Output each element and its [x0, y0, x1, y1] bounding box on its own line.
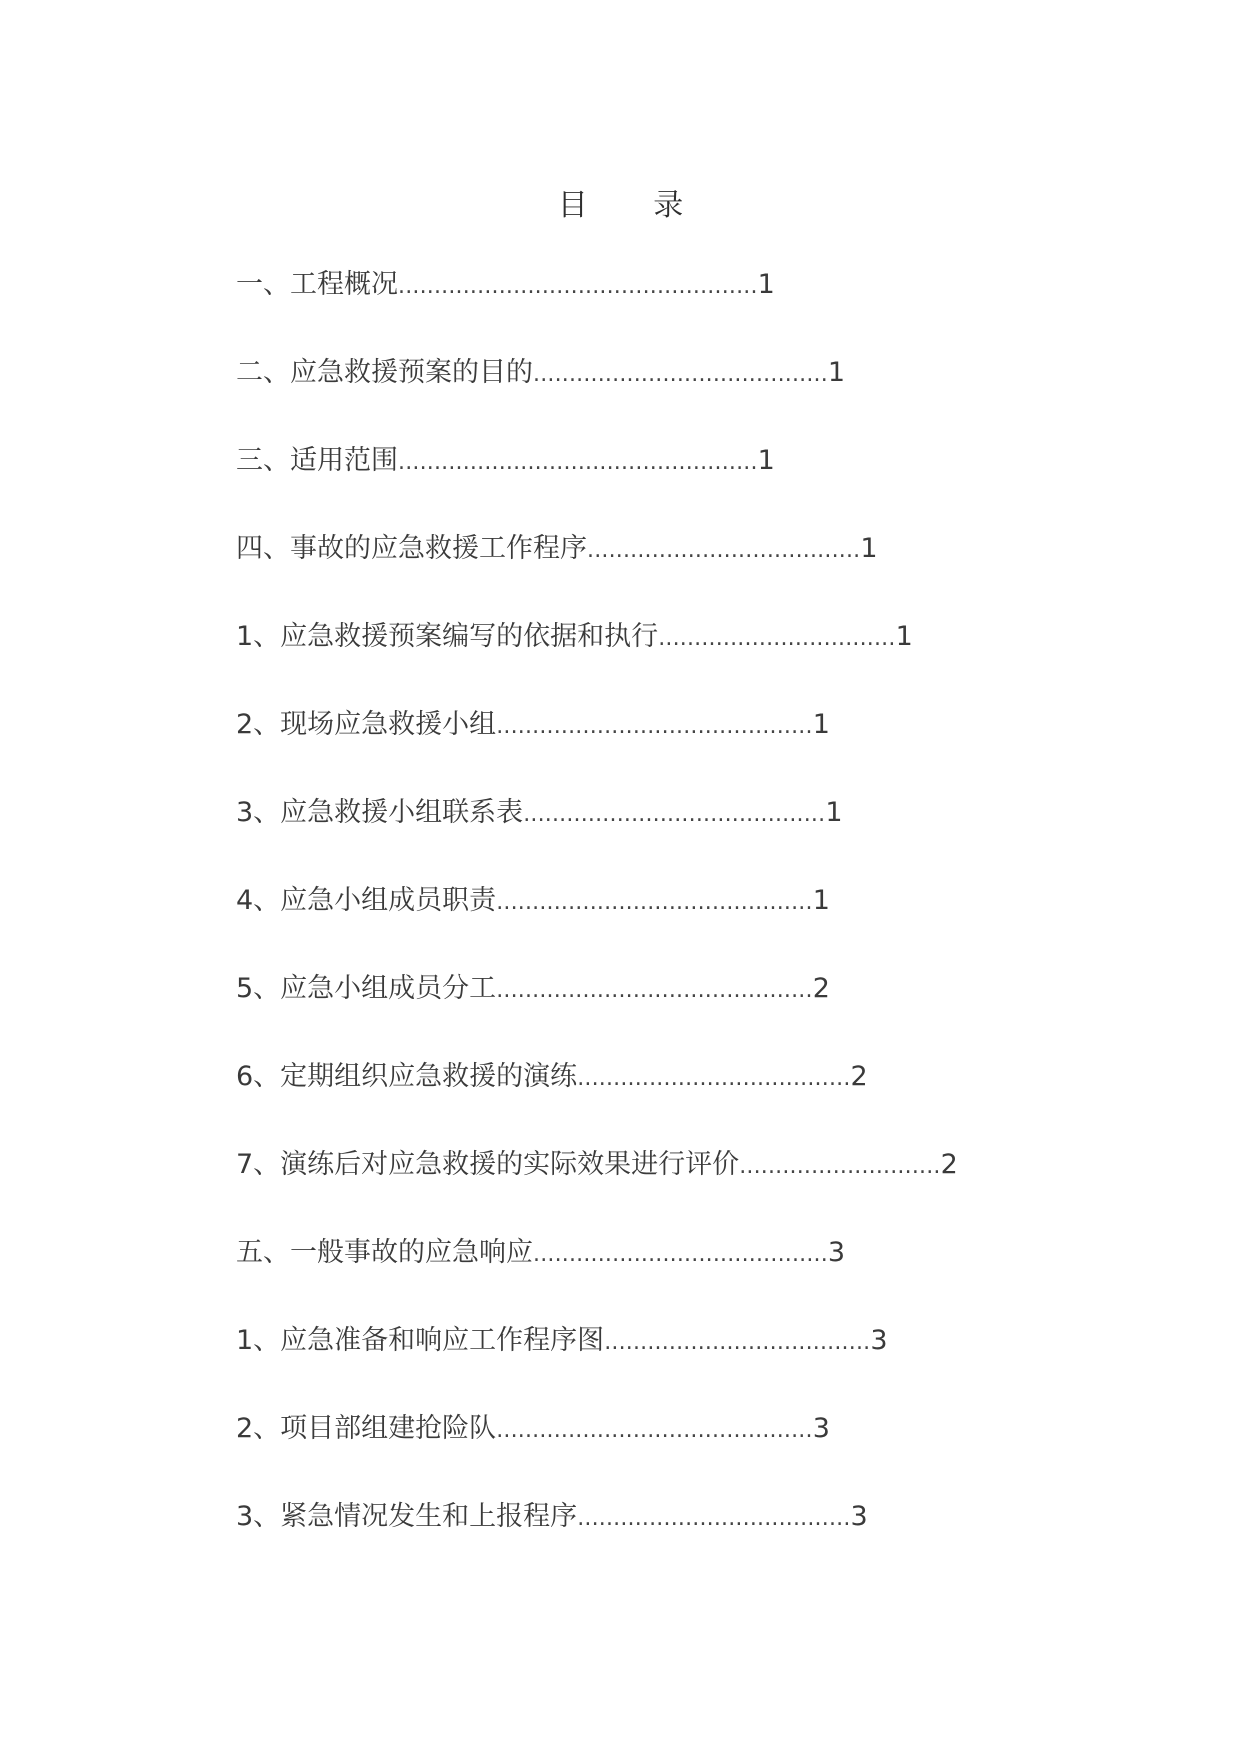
toc-entry-page: 3	[870, 1325, 888, 1356]
toc-entry[interactable]	[236, 353, 1136, 441]
toc-entry[interactable]	[236, 265, 1136, 353]
toc-entry-label: 3、紧急情况发生和上报程序	[236, 1501, 578, 1532]
toc-entry-leader: ..........................................	[523, 802, 826, 827]
toc-entry-page: 2	[940, 1149, 958, 1180]
toc-entry-label: 四、事故的应急救援工作程序	[236, 533, 587, 564]
toc-entry-leader: ......................................	[577, 1066, 851, 1091]
toc-entry-label: 4、应急小组成员职责	[236, 885, 497, 916]
toc-entry[interactable]	[236, 881, 1136, 969]
toc-entry-leader: ............................	[739, 1154, 941, 1179]
toc-entry-page: 3	[850, 1501, 868, 1532]
toc-entry-label: 二、应急救援预案的目的	[236, 357, 533, 388]
toc-entry-page: 2	[812, 973, 830, 1004]
toc-entry-leader: ............................................	[496, 978, 813, 1003]
toc-entry-page: 1	[812, 709, 830, 740]
toc-entry[interactable]	[236, 529, 1136, 617]
toc-entry[interactable]	[236, 1233, 1136, 1321]
toc-entry-page: 1	[895, 621, 913, 652]
toc-entry[interactable]	[236, 705, 1136, 793]
toc-entry-leader: ..................................................	[398, 274, 758, 299]
toc-entry-leader: .........................................	[533, 1242, 828, 1267]
toc-entry-leader: ............................................	[496, 1418, 813, 1443]
toc-entry-page: 2	[850, 1061, 868, 1092]
toc-entry-label: 5、应急小组成员分工	[236, 973, 497, 1004]
toc-entry-label: 2、项目部组建抢险队	[236, 1413, 497, 1444]
toc-entry-page: 1	[812, 885, 830, 916]
toc-entry-page: 1	[825, 797, 843, 828]
toc-entry-label: 1、应急准备和响应工作程序图	[236, 1325, 605, 1356]
toc-entry-leader: ............................................	[496, 714, 813, 739]
toc-entry-page: 1	[757, 269, 775, 300]
toc-entry-label: 6、定期组织应急救援的演练	[236, 1061, 578, 1092]
toc-entry[interactable]	[236, 1409, 1136, 1497]
toc-entry-label: 2、现场应急救援小组	[236, 709, 497, 740]
toc-entry[interactable]	[236, 617, 1136, 705]
toc-entry-page: 1	[757, 445, 775, 476]
toc-entry[interactable]	[236, 441, 1136, 529]
toc-entry-label: 1、应急救援预案编写的依据和执行	[236, 621, 659, 652]
toc-entry[interactable]	[236, 1497, 1136, 1585]
table-of-contents	[236, 265, 1136, 1585]
toc-entry-page: 1	[860, 533, 878, 564]
toc-entry-page: 1	[827, 357, 846, 388]
toc-entry-leader: .....................................	[604, 1330, 871, 1355]
toc-entry-leader: ..................................................	[398, 450, 758, 475]
toc-entry-label: 7、演练后对应急救援的实际效果进行评价	[236, 1149, 740, 1180]
toc-entry[interactable]	[236, 1321, 1136, 1409]
page-title: 目 录	[557, 188, 712, 223]
toc-entry-leader: ............................................	[496, 890, 813, 915]
toc-entry-leader: .........................................	[533, 362, 828, 387]
toc-entry-leader: .................................	[658, 626, 896, 651]
toc-entry[interactable]	[236, 1145, 1136, 1233]
toc-entry-leader: ......................................	[577, 1506, 851, 1531]
toc-entry-page: 3	[827, 1237, 846, 1268]
toc-entry-label: 五、一般事故的应急响应	[236, 1237, 533, 1268]
toc-entry-label: 3、应急救援小组联系表	[236, 797, 524, 828]
toc-entry-label: 三、适用范围	[236, 445, 398, 476]
toc-entry-label: 一、工程概况	[236, 269, 398, 300]
toc-entry[interactable]	[236, 1057, 1136, 1145]
toc-entry[interactable]	[236, 969, 1136, 1057]
toc-entry-page: 3	[812, 1413, 830, 1444]
toc-entry[interactable]	[236, 793, 1136, 881]
toc-entry-leader: ......................................	[587, 538, 861, 563]
